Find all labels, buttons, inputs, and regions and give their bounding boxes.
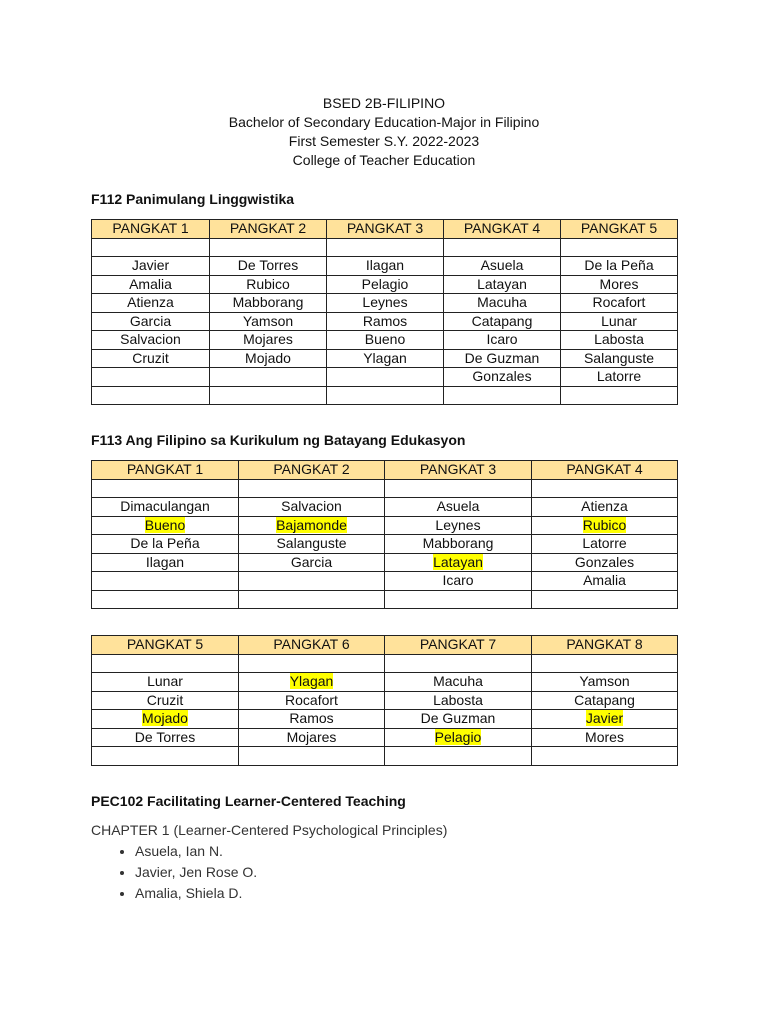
member-name: Amalia bbox=[129, 275, 172, 292]
table-cell bbox=[327, 386, 444, 405]
table-cell bbox=[239, 535, 385, 554]
member-name: Amalia bbox=[583, 572, 626, 589]
member-name: Yamson bbox=[579, 673, 630, 690]
program-name: Bachelor of Secondary Education-Major in Filipino bbox=[228, 114, 540, 130]
member-name: Cruzit bbox=[132, 349, 169, 366]
member-name: Latayan bbox=[433, 553, 483, 570]
table-cell bbox=[92, 710, 239, 729]
table-cell bbox=[210, 275, 327, 294]
table-cell bbox=[385, 572, 532, 591]
member-name: Salvacion bbox=[281, 498, 342, 515]
member-name: Gonzales bbox=[472, 368, 532, 385]
table-cell bbox=[92, 257, 210, 276]
table-row bbox=[92, 275, 678, 294]
section-heading-f113: F113 Ang Filipino sa Kurikulum ng Batayang Edukasyon bbox=[91, 432, 466, 448]
member-name: Lunar bbox=[147, 673, 183, 690]
member-name: Rubico bbox=[246, 275, 290, 292]
member-name: Ilagan bbox=[365, 257, 405, 274]
list-item: • Asuela, Ian N. bbox=[135, 841, 257, 862]
member-name: Leynes bbox=[435, 516, 481, 533]
member-name: Icaro bbox=[486, 331, 518, 348]
member-name: Pelagio bbox=[361, 275, 409, 292]
member-name: Mores bbox=[599, 275, 639, 292]
table-header-row bbox=[92, 220, 678, 239]
member-name: Mojares bbox=[243, 331, 293, 348]
member-name: Javier bbox=[131, 257, 170, 274]
table-cell bbox=[385, 535, 532, 554]
member-name: Bajamonde bbox=[276, 516, 347, 533]
member-name: Salanguste bbox=[583, 349, 655, 366]
table-header-row bbox=[92, 636, 678, 655]
member-name: Bueno bbox=[364, 331, 406, 348]
table-row bbox=[92, 747, 678, 766]
table-cell bbox=[210, 368, 327, 387]
table-cell bbox=[239, 516, 385, 535]
table-cell bbox=[532, 747, 678, 766]
member-name: Ramos bbox=[362, 312, 408, 329]
table-row bbox=[92, 673, 678, 692]
table-cell bbox=[444, 368, 561, 387]
table-cell bbox=[444, 294, 561, 313]
table-row bbox=[92, 498, 678, 517]
member-name: Mabborang bbox=[232, 294, 304, 311]
f112-groups-table bbox=[91, 219, 678, 405]
table-cell bbox=[92, 516, 239, 535]
table-cell bbox=[210, 349, 327, 368]
member-name: Lunar bbox=[601, 312, 637, 329]
column-header: PANGKAT 8 bbox=[532, 636, 678, 655]
table-row bbox=[92, 294, 678, 313]
f113-groups-table-1-4 bbox=[91, 460, 678, 609]
table-cell bbox=[385, 498, 532, 517]
member-name: Macuha bbox=[477, 294, 527, 311]
table-cell bbox=[385, 673, 532, 692]
table-cell bbox=[327, 312, 444, 331]
table-cell bbox=[532, 710, 678, 729]
table-cell bbox=[210, 312, 327, 331]
table-cell bbox=[532, 590, 678, 609]
table-row bbox=[92, 386, 678, 405]
member-name: Latorre bbox=[596, 368, 642, 385]
member-name: De Torres bbox=[237, 257, 299, 274]
chapter-title: CHAPTER 1 (Learner-Centered Psychological Principles) bbox=[91, 822, 448, 838]
column-header: PANGKAT 2 bbox=[239, 461, 385, 480]
table-cell bbox=[239, 498, 385, 517]
table-cell bbox=[532, 728, 678, 747]
table-row bbox=[92, 572, 678, 591]
table-row bbox=[92, 654, 678, 673]
table-cell bbox=[327, 331, 444, 350]
table-cell bbox=[92, 331, 210, 350]
table-row bbox=[92, 691, 678, 710]
table-row bbox=[92, 710, 678, 729]
column-header: PANGKAT 7 bbox=[385, 636, 532, 655]
table-row bbox=[92, 238, 678, 257]
table-cell bbox=[385, 728, 532, 747]
member-name: De Guzman bbox=[464, 349, 540, 366]
table-cell bbox=[444, 275, 561, 294]
table-cell bbox=[239, 691, 385, 710]
table-cell bbox=[239, 572, 385, 591]
table-cell bbox=[92, 275, 210, 294]
table-cell bbox=[239, 590, 385, 609]
table-cell bbox=[210, 294, 327, 313]
list-item: • Javier, Jen Rose O. bbox=[135, 862, 257, 883]
table-cell bbox=[561, 386, 678, 405]
table-cell bbox=[561, 275, 678, 294]
member-name: Mojado bbox=[142, 710, 188, 727]
member-name: Ylagan bbox=[289, 673, 334, 690]
member-name: Garcia bbox=[129, 312, 172, 329]
table-cell bbox=[239, 673, 385, 692]
member-name: Mojares bbox=[286, 728, 337, 745]
table-cell bbox=[327, 368, 444, 387]
member-name: Atienza bbox=[581, 498, 628, 515]
table-cell bbox=[210, 386, 327, 405]
table-cell bbox=[210, 257, 327, 276]
table-cell bbox=[92, 673, 239, 692]
table-cell bbox=[210, 238, 327, 257]
member-name: Ramos bbox=[289, 710, 334, 727]
section-heading-f112: F112 Panimulang Linggwistika bbox=[91, 191, 295, 207]
table-row bbox=[92, 535, 678, 554]
table-cell bbox=[532, 572, 678, 591]
member-name: Ilagan bbox=[145, 553, 185, 570]
column-header: PANGKAT 2 bbox=[210, 220, 327, 239]
member-name: De la Peña bbox=[584, 257, 654, 274]
table-cell bbox=[385, 710, 532, 729]
member-name: Mabborang bbox=[422, 535, 494, 552]
member-name: Javier bbox=[585, 710, 624, 727]
table-cell bbox=[92, 728, 239, 747]
member-name: Mojado bbox=[245, 349, 291, 366]
member-name: Latayan bbox=[477, 275, 527, 292]
document-header bbox=[0, 94, 768, 170]
table-cell bbox=[444, 257, 561, 276]
member-name: Ylagan bbox=[363, 349, 407, 366]
table-cell bbox=[92, 479, 239, 498]
table-cell bbox=[239, 553, 385, 572]
table-cell bbox=[327, 238, 444, 257]
member-name: Garcia bbox=[290, 553, 333, 570]
class-code: BSED 2B-FILIPINO bbox=[322, 95, 446, 111]
table-cell bbox=[92, 312, 210, 331]
table-cell bbox=[92, 691, 239, 710]
table-row bbox=[92, 349, 678, 368]
member-name: Atienza bbox=[127, 294, 174, 311]
table-cell bbox=[532, 673, 678, 692]
member-name: Cruzit bbox=[146, 691, 184, 708]
table-cell bbox=[444, 312, 561, 331]
table-cell bbox=[92, 368, 210, 387]
member-name: Pelagio bbox=[434, 728, 482, 745]
table-cell bbox=[92, 535, 239, 554]
member-name: Leynes bbox=[362, 294, 408, 311]
table-cell bbox=[239, 654, 385, 673]
table-cell bbox=[444, 238, 561, 257]
table-header-row bbox=[92, 461, 678, 480]
table-cell bbox=[327, 349, 444, 368]
table-cell bbox=[92, 238, 210, 257]
table-cell bbox=[444, 386, 561, 405]
member-name: De la Peña bbox=[130, 535, 200, 552]
table-row bbox=[92, 553, 678, 572]
column-header: PANGKAT 4 bbox=[444, 220, 561, 239]
column-header: PANGKAT 6 bbox=[239, 636, 385, 655]
list-item: • Amalia, Shiela D. bbox=[135, 883, 257, 904]
column-header: PANGKAT 5 bbox=[561, 220, 678, 239]
table-cell bbox=[444, 349, 561, 368]
member-name: Rocafort bbox=[592, 294, 646, 311]
table-cell bbox=[385, 654, 532, 673]
table-row bbox=[92, 257, 678, 276]
table-cell bbox=[210, 331, 327, 350]
column-header: PANGKAT 4 bbox=[532, 461, 678, 480]
table-cell bbox=[532, 479, 678, 498]
member-name: Labosta bbox=[433, 691, 483, 708]
member-name: Gonzales bbox=[574, 553, 635, 570]
table-cell bbox=[561, 257, 678, 276]
column-header: PANGKAT 3 bbox=[385, 461, 532, 480]
table-cell bbox=[92, 349, 210, 368]
member-name: Macuha bbox=[433, 673, 483, 690]
table-cell bbox=[561, 349, 678, 368]
table-cell bbox=[532, 691, 678, 710]
column-header: PANGKAT 3 bbox=[327, 220, 444, 239]
member-name: Latorre bbox=[582, 535, 627, 552]
table-row bbox=[92, 312, 678, 331]
table-cell bbox=[385, 691, 532, 710]
member-name: Rocafort bbox=[285, 691, 338, 708]
table-cell bbox=[532, 535, 678, 554]
member-name: Asuela bbox=[480, 257, 524, 274]
member-name: Catapang bbox=[574, 691, 635, 708]
college-name: College of Teacher Education bbox=[292, 152, 476, 168]
chapter-members-list bbox=[91, 841, 257, 904]
table-cell bbox=[561, 331, 678, 350]
table-row bbox=[92, 331, 678, 350]
section-heading-pec102: PEC102 Facilitating Learner-Centered Teaching bbox=[91, 793, 406, 809]
table-cell bbox=[561, 238, 678, 257]
table-row bbox=[92, 516, 678, 535]
table-cell bbox=[92, 654, 239, 673]
table-cell bbox=[92, 386, 210, 405]
table-cell bbox=[385, 479, 532, 498]
table-cell bbox=[239, 747, 385, 766]
member-name: Bueno bbox=[144, 516, 186, 533]
table-cell bbox=[532, 498, 678, 517]
table-cell bbox=[92, 294, 210, 313]
member-name: Labosta bbox=[594, 331, 644, 348]
table-cell bbox=[327, 275, 444, 294]
table-row bbox=[92, 479, 678, 498]
table-cell bbox=[239, 728, 385, 747]
table-cell bbox=[385, 747, 532, 766]
table-cell bbox=[239, 479, 385, 498]
member-name: Rubico bbox=[582, 516, 627, 533]
table-cell bbox=[239, 710, 385, 729]
member-name: Catapang bbox=[471, 312, 533, 329]
f113-groups-table-5-8 bbox=[91, 635, 678, 766]
member-name: De Guzman bbox=[420, 710, 496, 727]
member-name: Salanguste bbox=[276, 535, 347, 552]
table-cell bbox=[327, 257, 444, 276]
table-cell bbox=[561, 368, 678, 387]
table-cell bbox=[327, 294, 444, 313]
table-cell bbox=[561, 312, 678, 331]
member-name: Dimaculangan bbox=[120, 498, 210, 515]
member-name: Icaro bbox=[442, 572, 474, 589]
table-cell bbox=[385, 590, 532, 609]
member-name: Mores bbox=[585, 728, 624, 745]
table-row bbox=[92, 368, 678, 387]
table-cell bbox=[532, 516, 678, 535]
table-cell bbox=[92, 498, 239, 517]
table-cell bbox=[385, 553, 532, 572]
table-cell bbox=[532, 553, 678, 572]
table-cell bbox=[385, 516, 532, 535]
table-cell bbox=[92, 747, 239, 766]
table-row bbox=[92, 728, 678, 747]
member-name: Salvacion bbox=[120, 331, 181, 348]
table-cell bbox=[561, 294, 678, 313]
column-header: PANGKAT 1 bbox=[92, 461, 239, 480]
table-cell bbox=[92, 590, 239, 609]
table-cell bbox=[92, 572, 239, 591]
table-cell bbox=[444, 331, 561, 350]
column-header: PANGKAT 1 bbox=[92, 220, 210, 239]
table-cell bbox=[532, 654, 678, 673]
member-name: De Torres bbox=[134, 728, 196, 745]
member-name: Yamson bbox=[242, 312, 294, 329]
column-header: PANGKAT 5 bbox=[92, 636, 239, 655]
table-cell bbox=[92, 553, 239, 572]
semester: First Semester S.Y. 2022-2023 bbox=[288, 133, 480, 149]
table-row bbox=[92, 590, 678, 609]
member-name: Asuela bbox=[436, 498, 480, 515]
